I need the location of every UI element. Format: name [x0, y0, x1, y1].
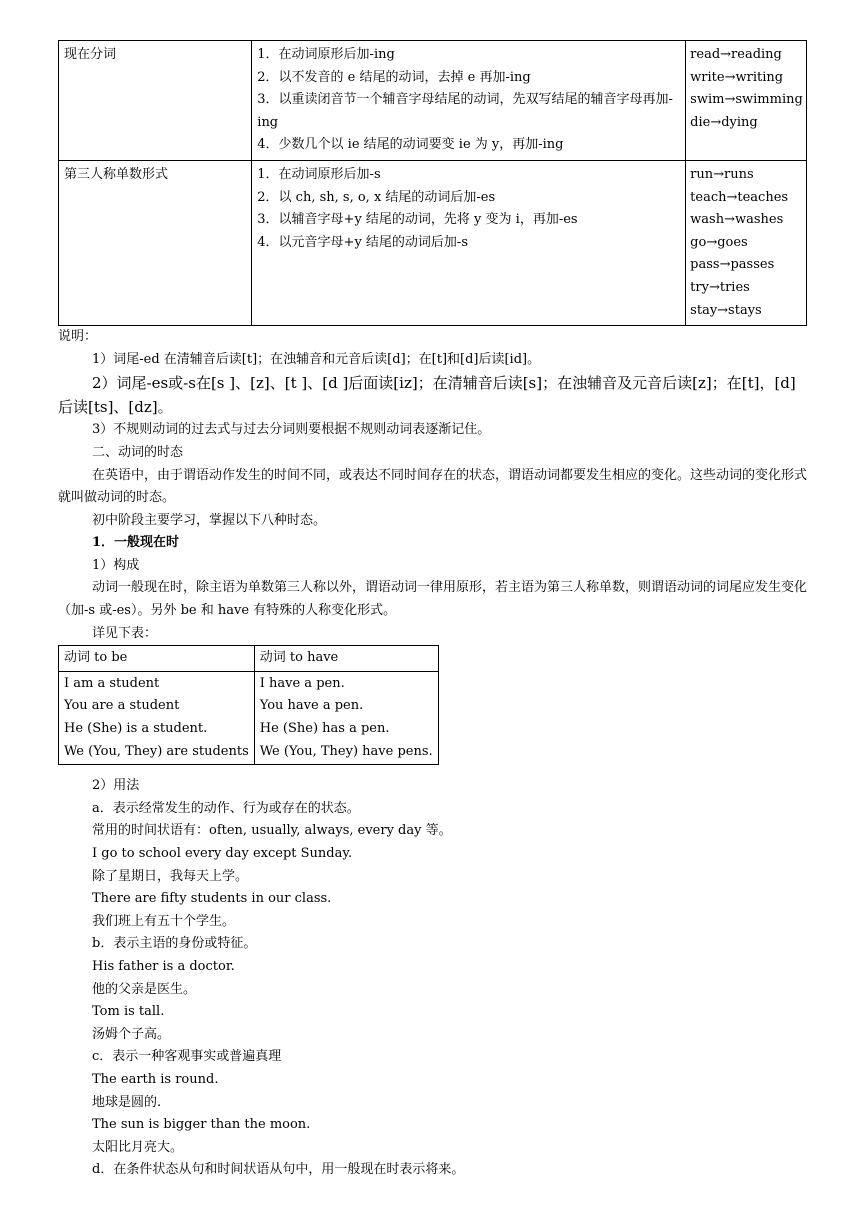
cell-line: I have a pen.	[259, 675, 345, 691]
usage-line: The sun is bigger than the moon.	[92, 1117, 311, 1133]
usage-line: The earth is round.	[92, 1071, 219, 1087]
rule-item: 4．以元音字母+y 结尾的动词后加-s	[257, 234, 468, 250]
example-item: wash→washes	[690, 212, 784, 228]
usage-line: Tom is tall.	[92, 1004, 165, 1020]
example-item: stay→stays	[690, 302, 762, 318]
usage-line: 我们班上有五十个学生。	[92, 913, 236, 929]
rule-item: 1．在动词原形后加-s	[257, 166, 381, 182]
rule-item: 2．以 ch, sh, s, o, x 结尾的动词后加-es	[257, 189, 496, 205]
example-item: teach→teaches	[690, 189, 789, 205]
rule-item: 3．以辅音字母+y 结尾的动词，先将 y 变为 i，再加-es	[257, 212, 578, 228]
example-item: go→goes	[690, 234, 748, 250]
usage-line: a．表示经常发生的动作、行为或存在的状态。	[92, 800, 360, 816]
spacer	[58, 765, 808, 775]
example-item: run→runs	[690, 166, 754, 182]
paragraph: 在英语中，由于谓语动作发生的时间不同，或表达不同时间存在的状态，谓语动词都要发生相应的变化。这些动词的变化形式就叫做动词的时态。	[58, 467, 808, 506]
usage-line: 汤姆个子高。	[92, 1026, 171, 1042]
example-item: try→tries	[690, 279, 750, 295]
verb-form-rules-table	[58, 40, 807, 326]
usage-line: I go to school every day except Sunday.	[92, 846, 353, 861]
rule-item: 2．以不发音的 e 结尾的动词，去掉 e 再加-ing	[257, 69, 531, 85]
note-1: 1）词尾-ed 在清辅音后读[t]；在浊辅音和元音后读[d]；在[t]和[d]后读[id]。	[92, 351, 541, 367]
usage-line: 常用的时间状语有：often, usually, always, every day 等。	[92, 823, 452, 839]
column-header: 动词 to be	[59, 646, 255, 672]
subheading: 2）用法	[92, 778, 140, 794]
tense-heading: 1．一般现在时	[92, 535, 180, 551]
cell-line: He (She) is a student.	[64, 721, 208, 737]
form-name-cell: 第三人称单数形式	[59, 160, 252, 325]
usage-line: There are fifty students in our class.	[92, 891, 332, 907]
table-header-row	[59, 646, 439, 672]
examples-cell	[686, 41, 807, 161]
rules-cell	[252, 160, 686, 325]
cell-line: He (She) has a pen.	[259, 721, 390, 737]
example-item: write→writing	[690, 69, 784, 85]
usage-line: 太阳比月亮大。	[92, 1139, 184, 1155]
table-row	[59, 671, 439, 764]
note-2: 2）词尾-es或-s在[s ]、[z]、[t ]、[d ]后面读[iz]；在清辅音后读[s]；在浊辅音及元音后读[z]；在[t]，[d]后读[ts]、[dz]。	[58, 374, 796, 417]
note-3: 3）不规则动词的过去式与过去分词则要根据不规则动词表逐渐记住。	[92, 422, 491, 438]
example-item: pass→passes	[690, 257, 775, 273]
table-row	[59, 41, 807, 161]
see-table-text: 详见下表：	[92, 625, 158, 641]
usage-line: c．表示一种客观事实或普遍真理	[92, 1049, 282, 1065]
usage-line: b．表示主语的身份或特征。	[92, 936, 257, 952]
cell-line: We (You, They) are students	[64, 743, 249, 759]
form-name-cell: 现在分词	[59, 41, 252, 161]
be-have-table	[58, 645, 439, 765]
table-row	[59, 160, 807, 325]
rules-cell	[252, 41, 686, 161]
notes-title: 说明：	[58, 329, 98, 345]
example-item: swim→swimming	[690, 92, 803, 108]
column-header: 动词 to have	[254, 646, 438, 672]
usage-line: His father is a doctor.	[92, 958, 235, 974]
usage-line: 地球是圆的.	[92, 1094, 162, 1110]
rule-item: 3．以重读闭音节一个辅音字母结尾的动词，先双写结尾的辅音字母再加-ing	[257, 92, 673, 130]
paragraph: 动词一般现在时，除主语为单数第三人称以外，谓语动词一律用原形，若主语为第三人称单数，则谓语动词的词尾应发生变化（加-s 或-es）。另外 be 和 have 有特殊的人称变化形式。	[58, 580, 808, 619]
examples-cell	[686, 160, 807, 325]
rule-item: 1．在动词原形后加-ing	[257, 47, 395, 62]
table-cell	[254, 671, 438, 764]
usage-line: 他的父亲是医生。	[92, 981, 197, 997]
cell-line: We (You, They) have pens.	[259, 743, 433, 759]
usage-line: d．在条件状态从句和时间状语从句中，用一般现在时表示将来。	[92, 1162, 465, 1178]
cell-line: You have a pen.	[259, 698, 364, 714]
example-item: read→reading	[690, 47, 782, 62]
document-page	[58, 40, 808, 1182]
cell-line: I am a student	[64, 675, 160, 691]
section-heading: 二、动词的时态	[92, 444, 184, 460]
subheading: 1）构成	[92, 557, 140, 573]
table-cell	[59, 671, 255, 764]
paragraph: 初中阶段主要学习，掌握以下八种时态。	[92, 512, 327, 528]
cell-line: You are a student	[64, 698, 180, 714]
example-item: die→dying	[690, 114, 758, 130]
rule-item: 4．少数几个以 ie 结尾的动词要变 ie 为 y，再加-ing	[257, 137, 564, 153]
usage-line: 除了星期日，我每天上学。	[92, 868, 249, 884]
